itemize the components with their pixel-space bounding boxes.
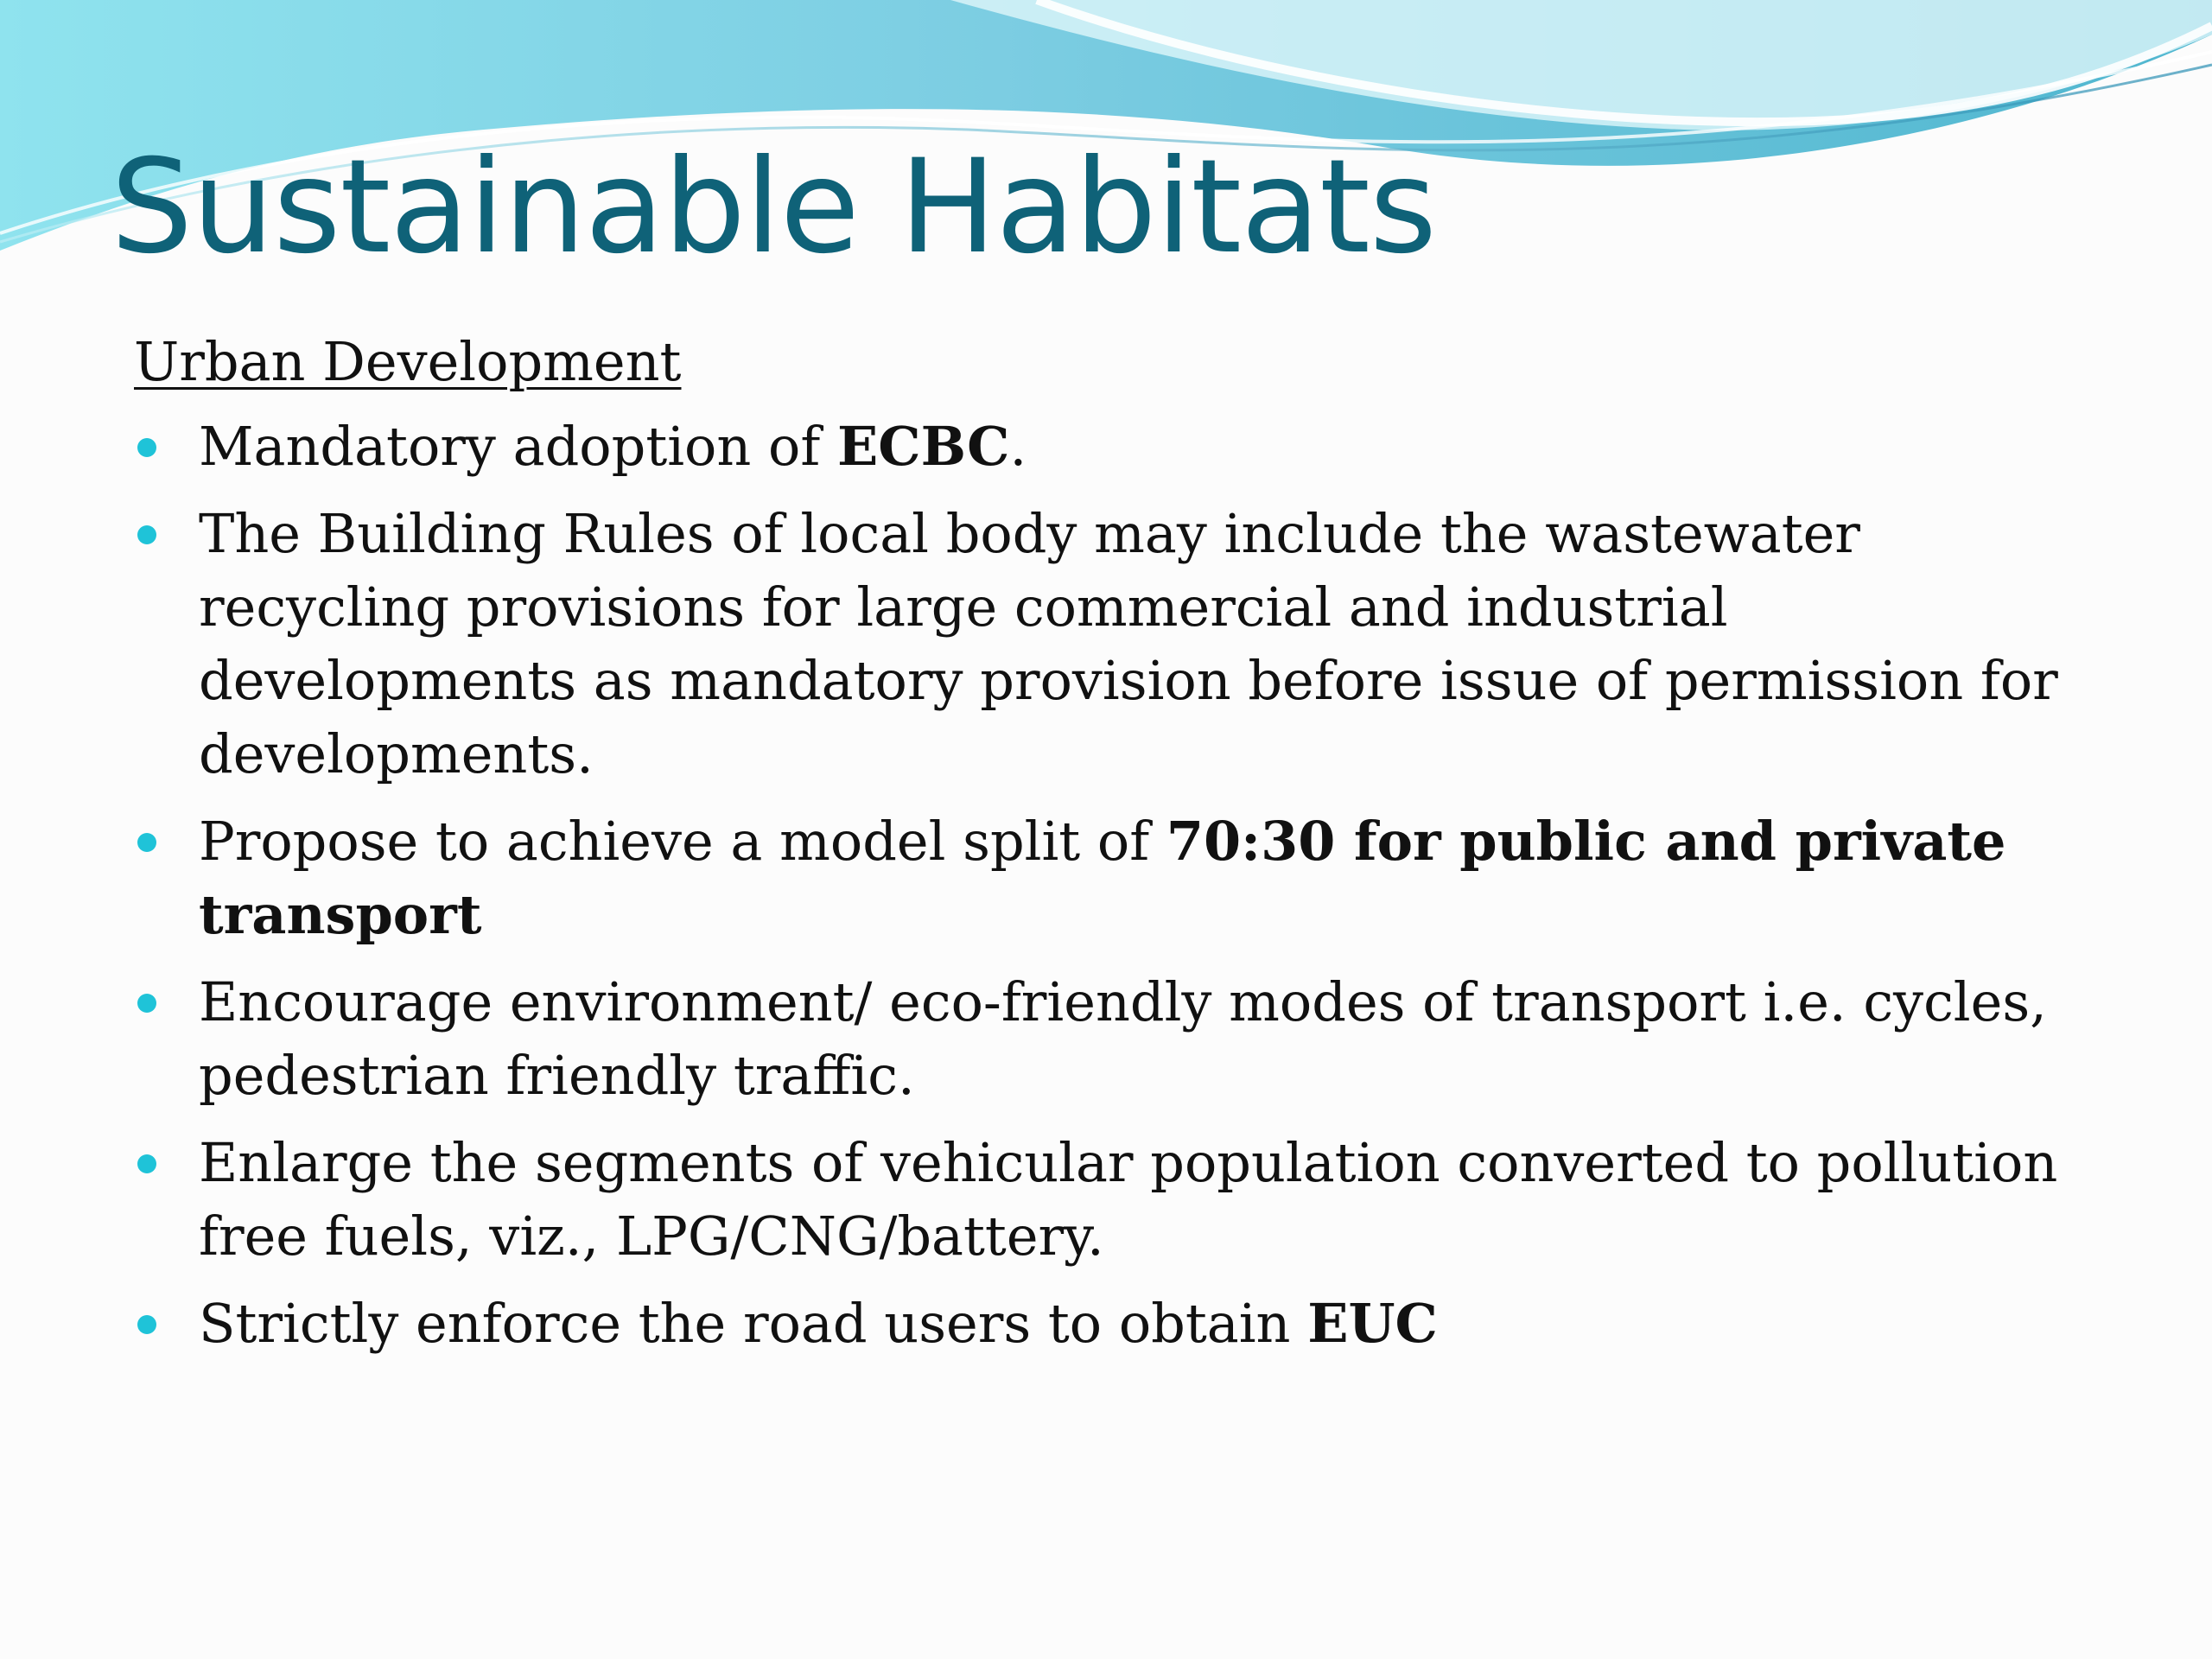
slide-content	[134, 323, 2095, 1374]
bullet-icon	[137, 438, 156, 457]
bullet-text: The Building Rules of local body may include the wastewater recycling provisions for large commercial and industrial developments as mandatory provision before issue of permission for developments.	[199, 502, 2058, 785]
bullet-text: Enlarge the segments of vehicular population converted to pollution free fuels, viz., LPG/CNG/battery.	[199, 1131, 2058, 1268]
list-item	[134, 410, 2095, 483]
section-heading: Urban Development	[134, 330, 682, 393]
list-item	[134, 1126, 2095, 1273]
slide-title: Sustainable Habitats	[111, 132, 1436, 283]
bullet-text: Encourage environment/ eco-friendly modes of transport i.e. cycles, pedestrian friendly traffic.	[199, 970, 2047, 1107]
bullet-text: Strictly enforce the road users to obtain	[199, 1292, 1308, 1355]
bullet-bold-text: EUC	[1307, 1292, 1438, 1355]
bullet-list	[134, 410, 2095, 1360]
list-item	[134, 497, 2095, 791]
list-item	[134, 804, 2095, 951]
bullet-icon	[137, 994, 156, 1013]
list-item	[134, 965, 2095, 1112]
bullet-text: Propose to achieve a model split of	[199, 810, 1166, 873]
bullet-icon	[137, 1315, 156, 1334]
bullet-icon	[137, 1154, 156, 1173]
bullet-icon	[137, 525, 156, 544]
bullet-bold-text: 70:30 for public and private transport	[199, 810, 2006, 946]
bullet-icon	[137, 833, 156, 852]
bullet-text: Mandatory adoption of	[199, 415, 838, 478]
bullet-bold-text: ECBC	[837, 415, 1010, 478]
bullet-text-end: .	[1009, 415, 1027, 478]
list-item	[134, 1287, 2095, 1360]
